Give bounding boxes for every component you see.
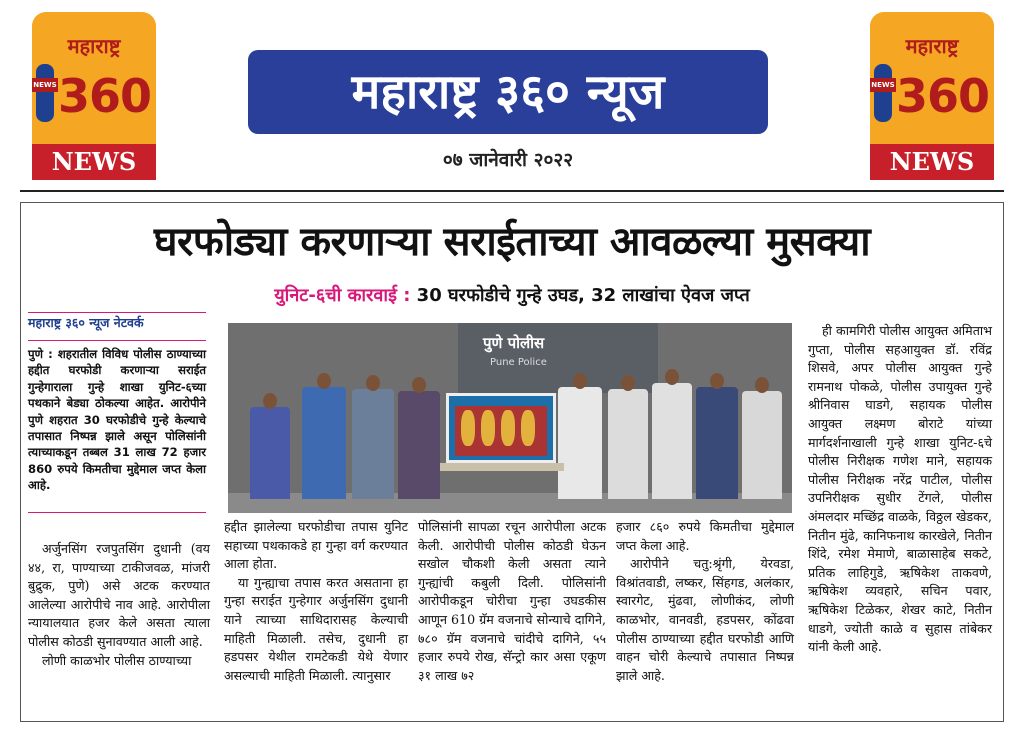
paragraph: हद्दीत झालेल्या घरफोडीचा तपास युनिट सहाच्या पथकाकडे हा गुन्हा वर्ग करण्यात आला होता. — [224, 519, 408, 572]
article-column-2 — [224, 518, 408, 685]
logo-number: 360 — [58, 69, 152, 123]
article-photo — [228, 323, 792, 513]
byline-rule-top — [28, 312, 206, 313]
article-column-3 — [418, 518, 606, 685]
paragraph: हजार ८६० रुपये किमतीचा मुद्देमाल जप्त केला आहे. — [616, 519, 794, 553]
photo-person — [352, 389, 394, 499]
photo-person — [302, 387, 346, 499]
paragraph: अर्जुनसिंग रजपुतसिंग दुधानी (वय ४४, रा, पाण्याच्या टाकीजवळ, मांजरी बुद्रुक, पुणे) असे अटक करण्यात आलेल्या आरोपीचे नाव आहे. आरोपीला न्यायालयात हजर केले असता त्याला पोलीस कोठडी सुनावण्यात आली आहे. — [28, 541, 210, 649]
mic-tag-text: NEWS — [870, 78, 896, 92]
mic-tag-text: NEWS — [32, 78, 58, 92]
article-subhead — [40, 283, 984, 307]
article-column-5 — [808, 322, 992, 657]
article-column-1 — [28, 540, 210, 670]
seized-goods-display — [446, 393, 556, 463]
photo-sign: पुणे पोलीस — [483, 334, 545, 352]
issue-date: ०७ जानेवारी २०२२ — [442, 149, 574, 171]
photo-person — [398, 391, 440, 499]
paragraph: आरोपीने चतु:श्रृंगी, येरवडा, विश्रांतवाडी, लष्कर, सिंहगड, अलंकार, स्वारगेट, मुंढवा, लोणीकंद, लोणी काळभोर, वानवडी, हडपसर, कोंढवा पोलीस ठाण्याच्या हद्दीत घरफोडी आणि वाहन चोरी केल्याचे तपासात निष्पन्न झाले आहे. — [616, 556, 794, 683]
microphone-icon — [36, 64, 54, 122]
paragraph: या गुन्ह्याचा तपास करत असताना हा गुन्हा सराईत गुन्हेगार अर्जुनसिंग दुधानी याने त्याच्या साथिदारासह केल्याची माहिती मिळाली. तसेच, दुधानी हा हडपसर येथील रामटेकडी येथे येणार असल्याची माहिती मिळाली. त्यानुसार — [224, 574, 408, 683]
lead-rule-bottom — [28, 512, 206, 513]
subhead-unit: युनिट-६ची कारवाई : — [274, 285, 411, 306]
photo-person — [608, 389, 648, 499]
logo-news-text: NEWS — [32, 144, 156, 180]
microphone-icon — [874, 64, 892, 122]
photo-sign-en: Pune Police — [490, 357, 547, 368]
logo-news-text: NEWS — [870, 144, 994, 180]
article-headline: घरफोड्या करणाऱ्या सराईताच्या आवळल्या मुसक्या — [153, 219, 871, 265]
byline-rule-bottom — [28, 340, 206, 341]
photo-person — [696, 387, 738, 499]
logo-number: 360 — [896, 69, 990, 123]
paragraph: ही कामगिरी पोलीस आयुक्त अमिताभ गुप्ता, पोलीस सहआयुक्त डॉ. रविंद्र शिसवे, अपर पोलीस आयुक्त गुन्हे रामनाथ पोकळे, पोलीस उपायुक्त गुन्हे श्रीनिवास घाडगे, सहायक पोलीस आयुक्त लक्ष्मण बोराटे यांच्या मार्गदर्शनाखाली गुन्हे शाखा युनिट-६चे पोलीस निरीक्षक गणेश माने, सहायक पोलीस निरीक्षक नरेंद्र पाटील, पोलीस उपनिरीक्षक सुधीर टेंगले, पोलीस अंमलदार मच्छिंद्र वाळके, विठ्ठल खेडकर, नितीन मुंढे, कानिफनाथ कारखेले, नितीन शिंदे, रमेश मेमाणे, बाळासाहेब सकटे, प्रतिक लाहिगुडे, ऋषिकेश ताकवणे, ऋषिकेश व्यवहारे, सचिन पवार, ऋषिकेश टिळेकर, शेखर काटे, नितीन धाडगे, ज्योती काळे व सुहास तांबेकर यांनी केली आहे. — [808, 323, 992, 655]
header-divider — [20, 190, 1004, 192]
logo-state-text: महाराष्ट्र — [905, 34, 959, 58]
logo-left — [32, 12, 156, 180]
display-table — [440, 463, 564, 471]
article-column-4 — [616, 518, 794, 685]
paragraph: लोणी काळभोर पोलीस ठाण्याच्या — [42, 652, 192, 668]
masthead-title: महाराष्ट्र ३६० न्यूज — [248, 50, 768, 134]
byline: महाराष्ट्र ३६० न्यूज नेटवर्क — [28, 315, 144, 330]
photo-person — [250, 407, 290, 499]
photo-person — [558, 387, 602, 499]
logo-right — [870, 12, 994, 180]
paragraph: पोलिसांनी सापळा रचून आरोपीला अटक केली. आरोपीची पोलीस कोठडी घेऊन सखोल चौकशी केली असता त्याने गुन्ह्यांची कबुली दिली. पोलिसांनी आरोपीकडून चोरीचा गुन्हा उघडकीस आणून 610 ग्रॅम वजनाचे सोन्याचे दागिने, ७८० ग्रॅम वजनाचे चांदीचे दागिने, ५५ हजार रुपये रोख, सॅन्ट्रो कार असा एकूण ३१ लाख ७२ — [418, 519, 606, 683]
article-lead: पुणे : शहरातील विविध पोलीस ठाण्याच्या हद्दीत घरफोडी करणाऱ्या सराईत गुन्हेगाराला गुन्हे शाखा युनिट-६च्या पथकाने बेड्या ठोकल्या आहेत. आरोपीने पुणे शहरात 30 घरफोडीचे गुन्हे केल्याचे तपासात निष्पन्न झाले असून पोलिसांनी त्याच्याकडून तब्बल 31 लाख 72 हजार 860 रुपये किमतीचा मुद्देमाल जप्त केला आहे. — [28, 347, 206, 493]
logo-state-text: महाराष्ट्र — [67, 34, 121, 58]
photo-person — [742, 391, 782, 499]
subhead-text: 30 घरफोडीचे गुन्हे उघड, 32 लाखांचा ऐवज जप्त — [410, 285, 750, 306]
photo-person — [652, 383, 692, 499]
